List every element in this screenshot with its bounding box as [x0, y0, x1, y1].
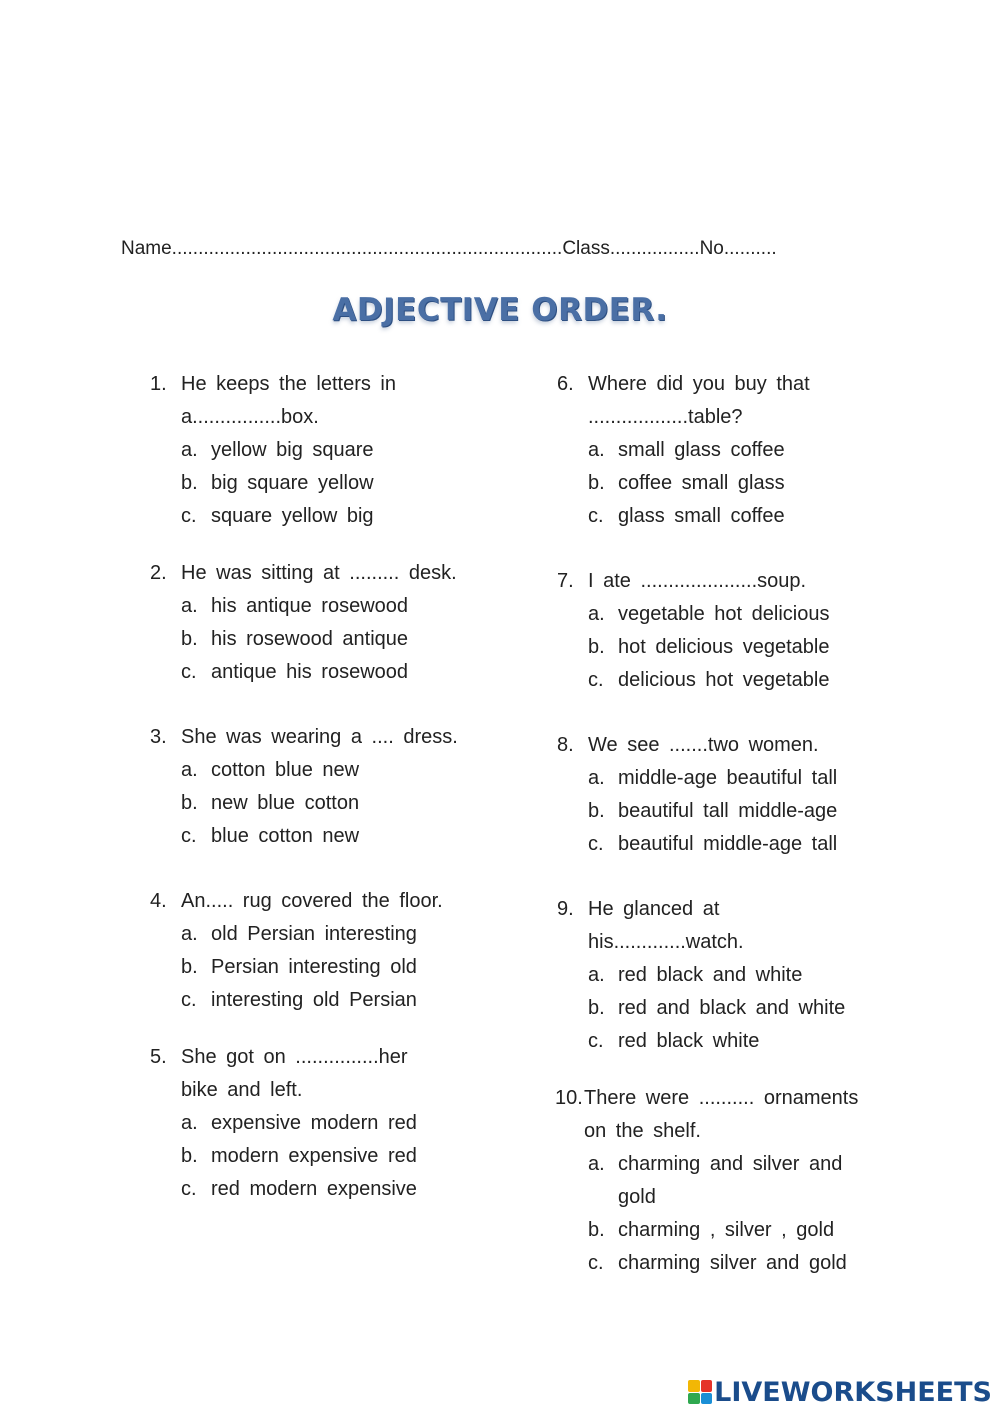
question-number: 8. [557, 734, 574, 756]
option-b[interactable]: b. big square yellow [181, 472, 374, 494]
question-stem: I ate .....................soup. [588, 570, 807, 592]
option-b[interactable]: b. beautiful tall middle-age [588, 800, 838, 822]
option-a[interactable]: a. cotton blue new [181, 759, 360, 781]
option-a[interactable]: a. vegetable hot delicious [588, 603, 830, 625]
questions-right-column [557, 368, 887, 1280]
question-number: 3. [150, 726, 167, 748]
question-9 [557, 893, 887, 1058]
question-7 [557, 565, 887, 697]
option-b[interactable]: b. charming , silver , gold [588, 1219, 835, 1241]
option-c[interactable]: c. delicious hot vegetable [588, 669, 830, 691]
question-number: 10. [555, 1087, 583, 1109]
questions-left-column [150, 368, 480, 1206]
option-a[interactable]: a. small glass coffee [588, 439, 785, 461]
worksheet-title: ADJECTIVE ORDER. [332, 292, 668, 328]
question-stem: She got on ...............her bike and left. [181, 1046, 408, 1101]
question-number: 7. [557, 570, 574, 592]
question-stem: He glanced at his.............watch. [588, 898, 744, 953]
name-class-number-line: Name..........................................................................Class.................No.......... [121, 238, 777, 259]
option-c[interactable]: c. charming silver and gold [588, 1252, 847, 1274]
option-c[interactable]: c. beautiful middle-age tall [588, 833, 838, 855]
option-a[interactable]: a. expensive modern red [181, 1112, 417, 1134]
question-number: 5. [150, 1046, 167, 1068]
question-number: 2. [150, 562, 167, 584]
question-1 [150, 368, 480, 533]
question-number: 1. [150, 373, 167, 395]
option-a[interactable]: a. middle-age beautiful tall [588, 767, 838, 789]
question-number: 4. [150, 890, 167, 912]
option-c[interactable]: c. antique his rosewood [181, 661, 409, 683]
option-c[interactable]: c. blue cotton new [181, 825, 360, 847]
option-c[interactable]: c. red modern expensive [181, 1178, 417, 1200]
option-a[interactable]: a. charming and silver and gold [588, 1153, 843, 1208]
question-stem: She was wearing a .... dress. [181, 726, 458, 748]
question-stem: Where did you buy that ..................table? [588, 373, 810, 428]
question-stem: He keeps the letters in a................box. [181, 373, 396, 428]
option-c[interactable]: c. square yellow big [181, 505, 374, 527]
question-number: 9. [557, 898, 574, 920]
question-8 [557, 729, 887, 861]
liveworksheets-logo-icon [688, 1380, 712, 1404]
question-4 [150, 885, 480, 1017]
option-a[interactable]: a. his antique rosewood [181, 595, 409, 617]
option-c[interactable]: c. red black white [588, 1030, 760, 1052]
question-stem: An..... rug covered the floor. [181, 890, 443, 912]
option-b[interactable]: b. hot delicious vegetable [588, 636, 830, 658]
option-c[interactable]: c. glass small coffee [588, 505, 785, 527]
question-stem: He was sitting at ......... desk. [181, 562, 457, 584]
option-a[interactable]: a. old Persian interesting [181, 923, 417, 945]
option-c[interactable]: c. interesting old Persian [181, 989, 417, 1011]
question-10 [557, 1082, 887, 1280]
option-b[interactable]: b. modern expensive red [181, 1145, 417, 1167]
question-6 [557, 368, 887, 533]
option-b[interactable]: b. new blue cotton [181, 792, 360, 814]
liveworksheets-logo[interactable] [688, 1375, 992, 1409]
option-b[interactable]: b. his rosewood antique [181, 628, 409, 650]
liveworksheets-logo-text: LIVEWORKSHEETS [714, 1376, 992, 1408]
question-stem: There were .......... ornaments on the shelf. [584, 1087, 859, 1142]
question-5 [150, 1041, 480, 1206]
question-2 [150, 557, 480, 689]
question-number: 6. [557, 373, 574, 395]
question-3 [150, 721, 480, 853]
question-stem: We see .......two women. [588, 734, 819, 756]
option-b[interactable]: b. red and black and white [588, 997, 846, 1019]
option-b[interactable]: b. Persian interesting old [181, 956, 417, 978]
option-a[interactable]: a. red black and white [588, 964, 803, 986]
option-a[interactable]: a. yellow big square [181, 439, 374, 461]
option-b[interactable]: b. coffee small glass [588, 472, 785, 494]
